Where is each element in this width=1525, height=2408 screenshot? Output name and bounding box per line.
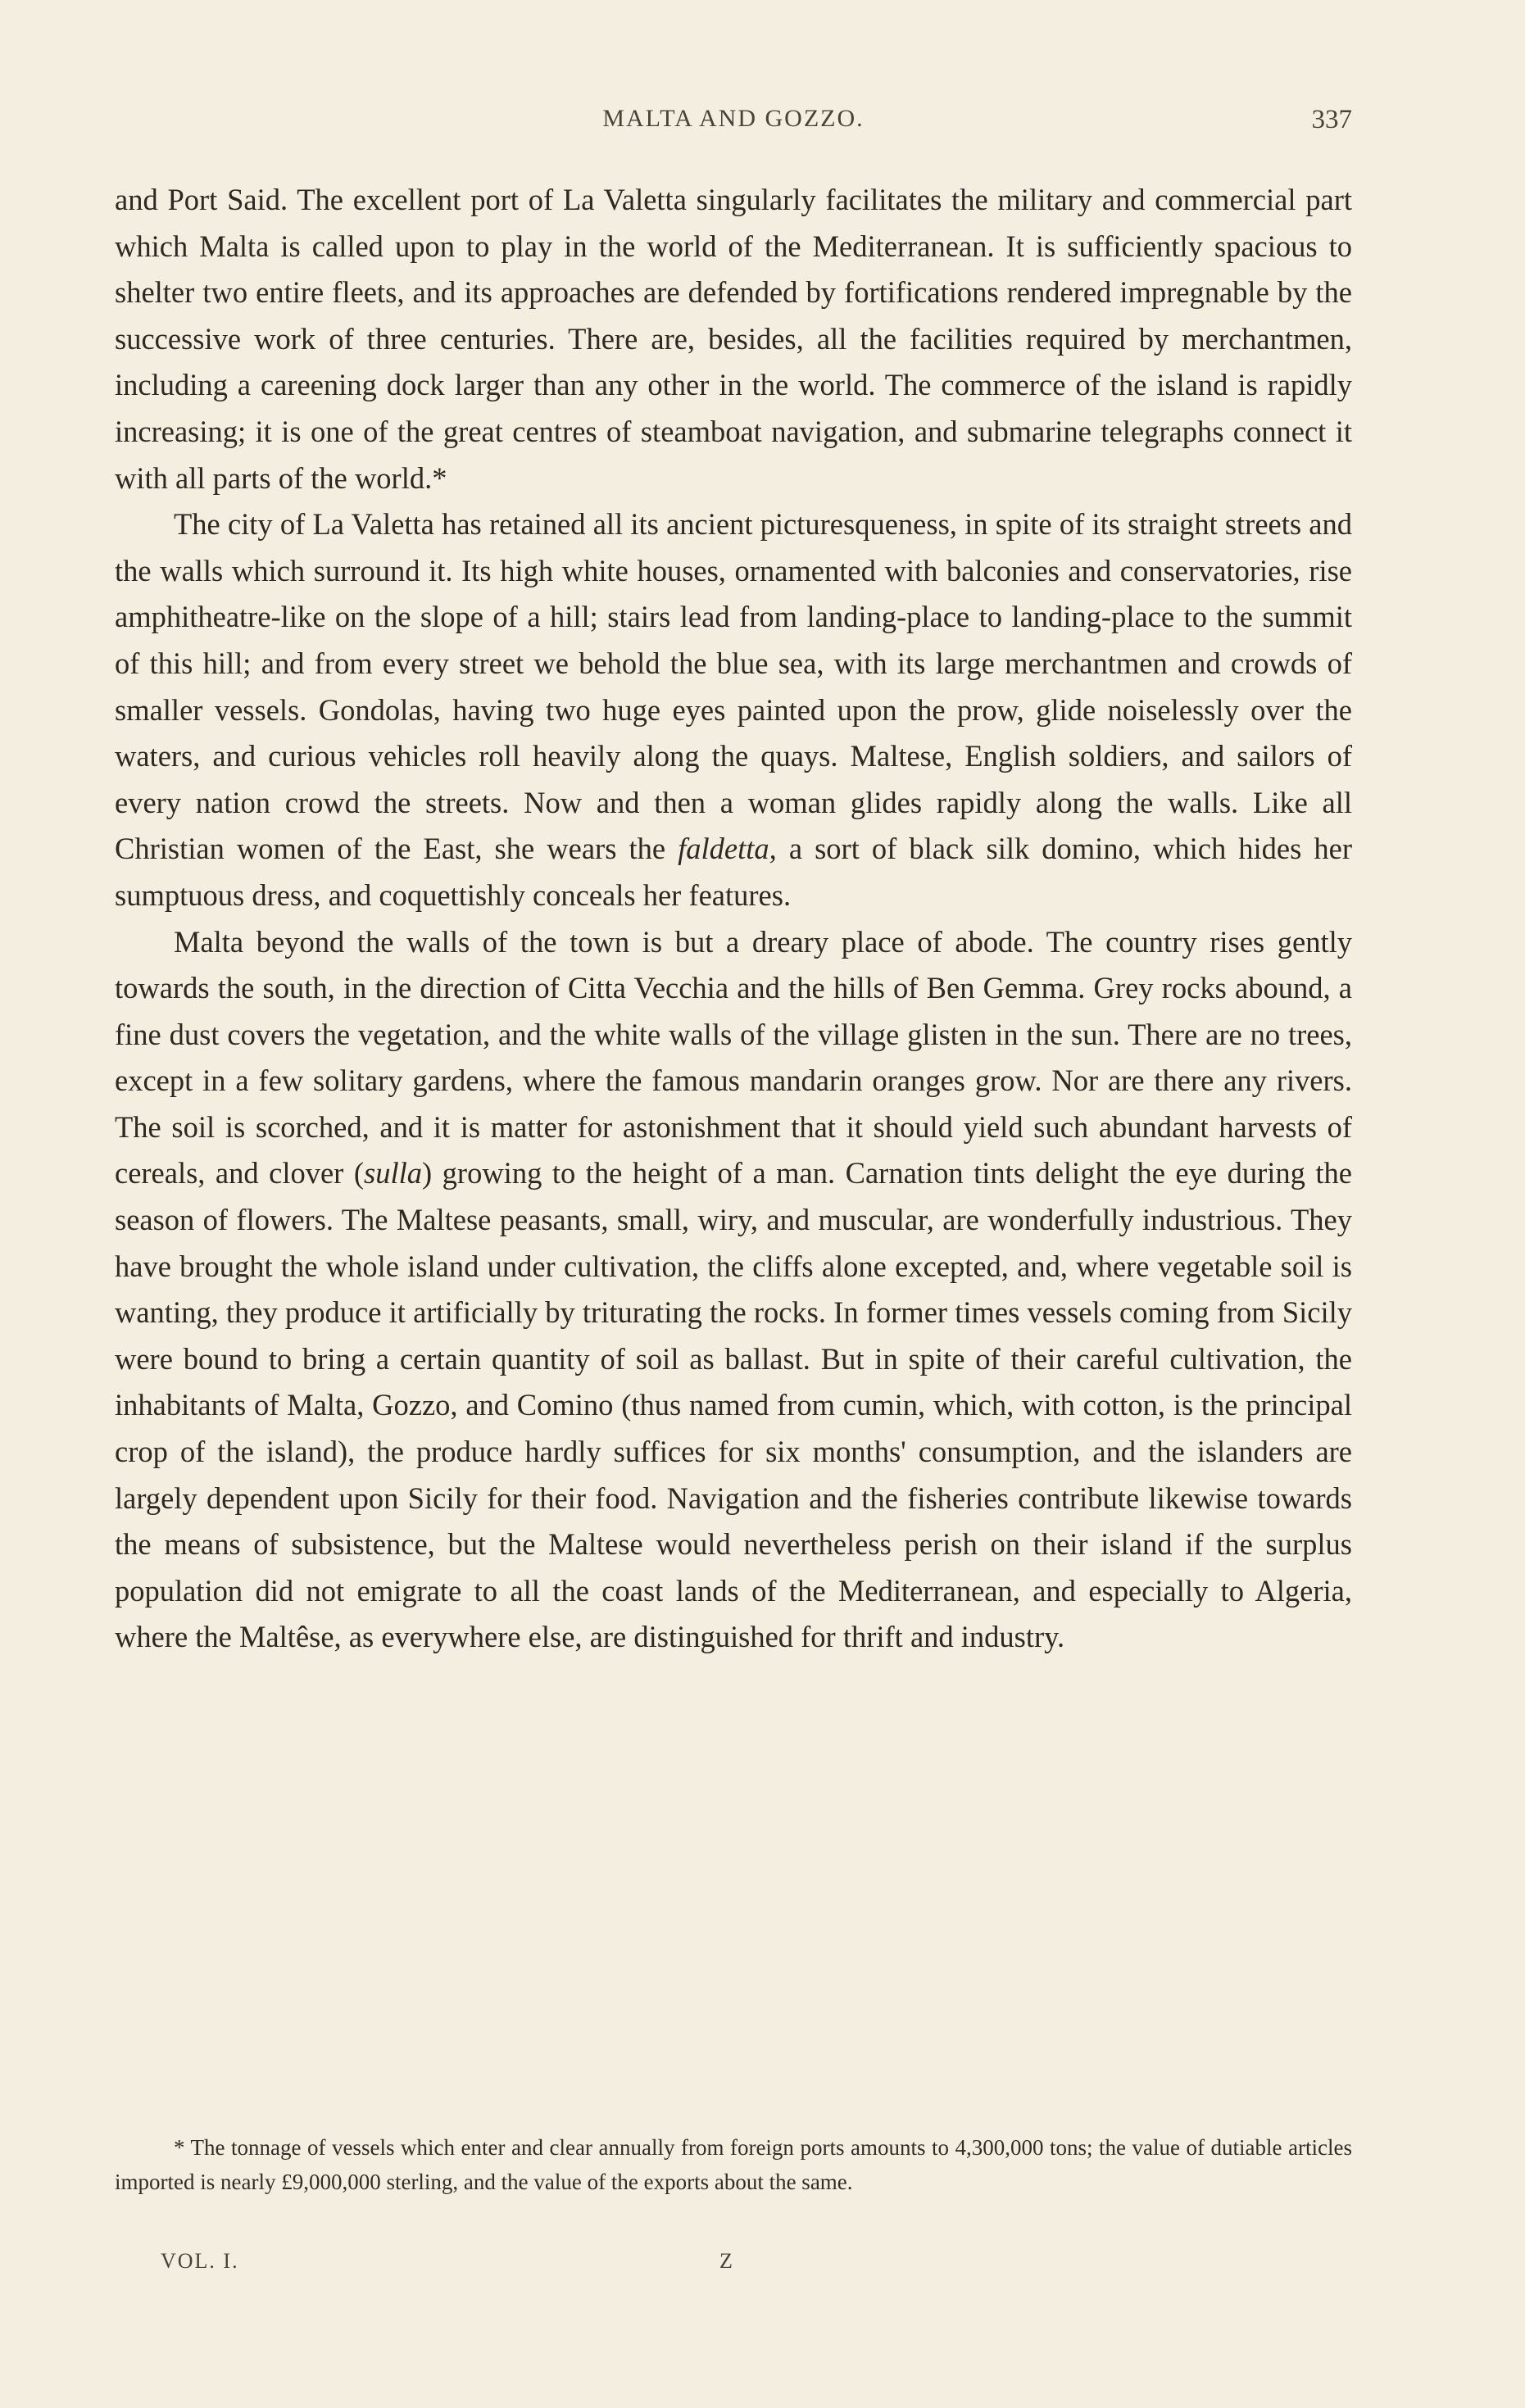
body-text <box>115 177 1352 1661</box>
volume-label: VOL. I. <box>161 2249 239 2273</box>
paragraph <box>115 177 1352 501</box>
text-segment: ) growing to the height of a man. Carnation tints delight the eye during the season of flowers. The Maltese peasants, small, wiry, and muscular, are wonderfully industrious. They have brought the whole island under cultivation, the cliffs alone excepted, and, where vegetable soil is wanting, they produce it artificially by triturating the rocks. In former times vessels coming from Sicily were bound to bring a certain quantity of soil as ballast. But in spite of their careful cultivation, the inhabitants of Malta, Gozzo, and Comino (thus named from cumin, which, with cotton, is the principal crop of the island), the produce hardly suffices for six months' consumption, and the islanders are largely dependent upon Sicily for their food. Navigation and the fisheries contribute likewise towards the means of subsistence, but the Maltese would nevertheless perish on their island if the surplus population did not emigrate to all the coast lands of the Mediterranean, and especially to Algeria, where the Maltêse, as everywhere else, are distinguished for thrift and industry. <box>115 1156 1352 1654</box>
running-title: MALTA AND GOZZO. <box>602 105 865 132</box>
running-head <box>115 105 1352 146</box>
footnote <box>115 2130 1352 2199</box>
italic-term: faldetta, <box>678 832 777 866</box>
text-segment: and Port Said. The excellent port of La Valetta singularly facilitates the military and commercial part which Malta is called upon to play in the world of the Mediterranean. It is sufficiently spacious to shelter two entire fleets, and its approaches are defended by fortifications rendered impregnable by the successive work of three centuries. There are, besides, all the facilities required by merchantmen, including a careening dock larger than any other in the world. The commerce of the island is rapidly increasing; it is one of the great centres of steamboat navigation, and submarine telegraphs connect it with all parts of the world.* <box>115 183 1352 495</box>
text-segment: The city of La Valetta has retained all its ancient picturesqueness, in spite of its straight streets and the walls which surround it. Its high white houses, ornamented with balconies and conservatories, rise amphitheatre-like on the slope of a hill; stairs lead from landing-place to landing-place to the summit of this hill; and from every street we behold the blue sea, with its large merchantmen and crowds of smaller vessels. Gondolas, having two huge eyes painted upon the prow, glide noiselessly over the waters, and curious vehicles roll heavily along the quays. Maltese, English soldiers, and sailors of every nation crowd the streets. Now and then a woman glides rapidly along the walls. Like all Christian women of the East, she wears the <box>115 507 1352 866</box>
signature-letter: Z <box>719 2249 734 2273</box>
footnote-text: * The tonnage of vessels which enter and clear annually from foreign ports amounts to 4,300,000 tons; the value of dutiable articles imported is nearly £9,000,000 sterling, and the value of the exports about the same. <box>115 2135 1352 2194</box>
paragraph <box>115 501 1352 918</box>
page-number: 337 <box>1311 105 1352 134</box>
text-segment: a sort of black silk domino, which hides her sumptuous dress, and coquettishly conceals her features. <box>115 832 1352 912</box>
signature-mark <box>115 2249 1352 2282</box>
paragraph <box>115 919 1352 1662</box>
italic-term: sulla <box>364 1156 422 1190</box>
text-segment: Malta beyond the walls of the town is but a dreary place of abode. The country rises gently towards the south, in the direction of Citta Vecchia and the hills of Ben Gemma. Grey rocks abound, a fine dust covers the vegetation, and the white walls of the village glisten in the sun. There are no trees, except in a few solitary gardens, where the famous mandarin oranges grow. Nor are there any rivers. The soil is scorched, and it is matter for astonishment that it should yield such abundant harvests of cereals, and clover ( <box>115 924 1352 1190</box>
